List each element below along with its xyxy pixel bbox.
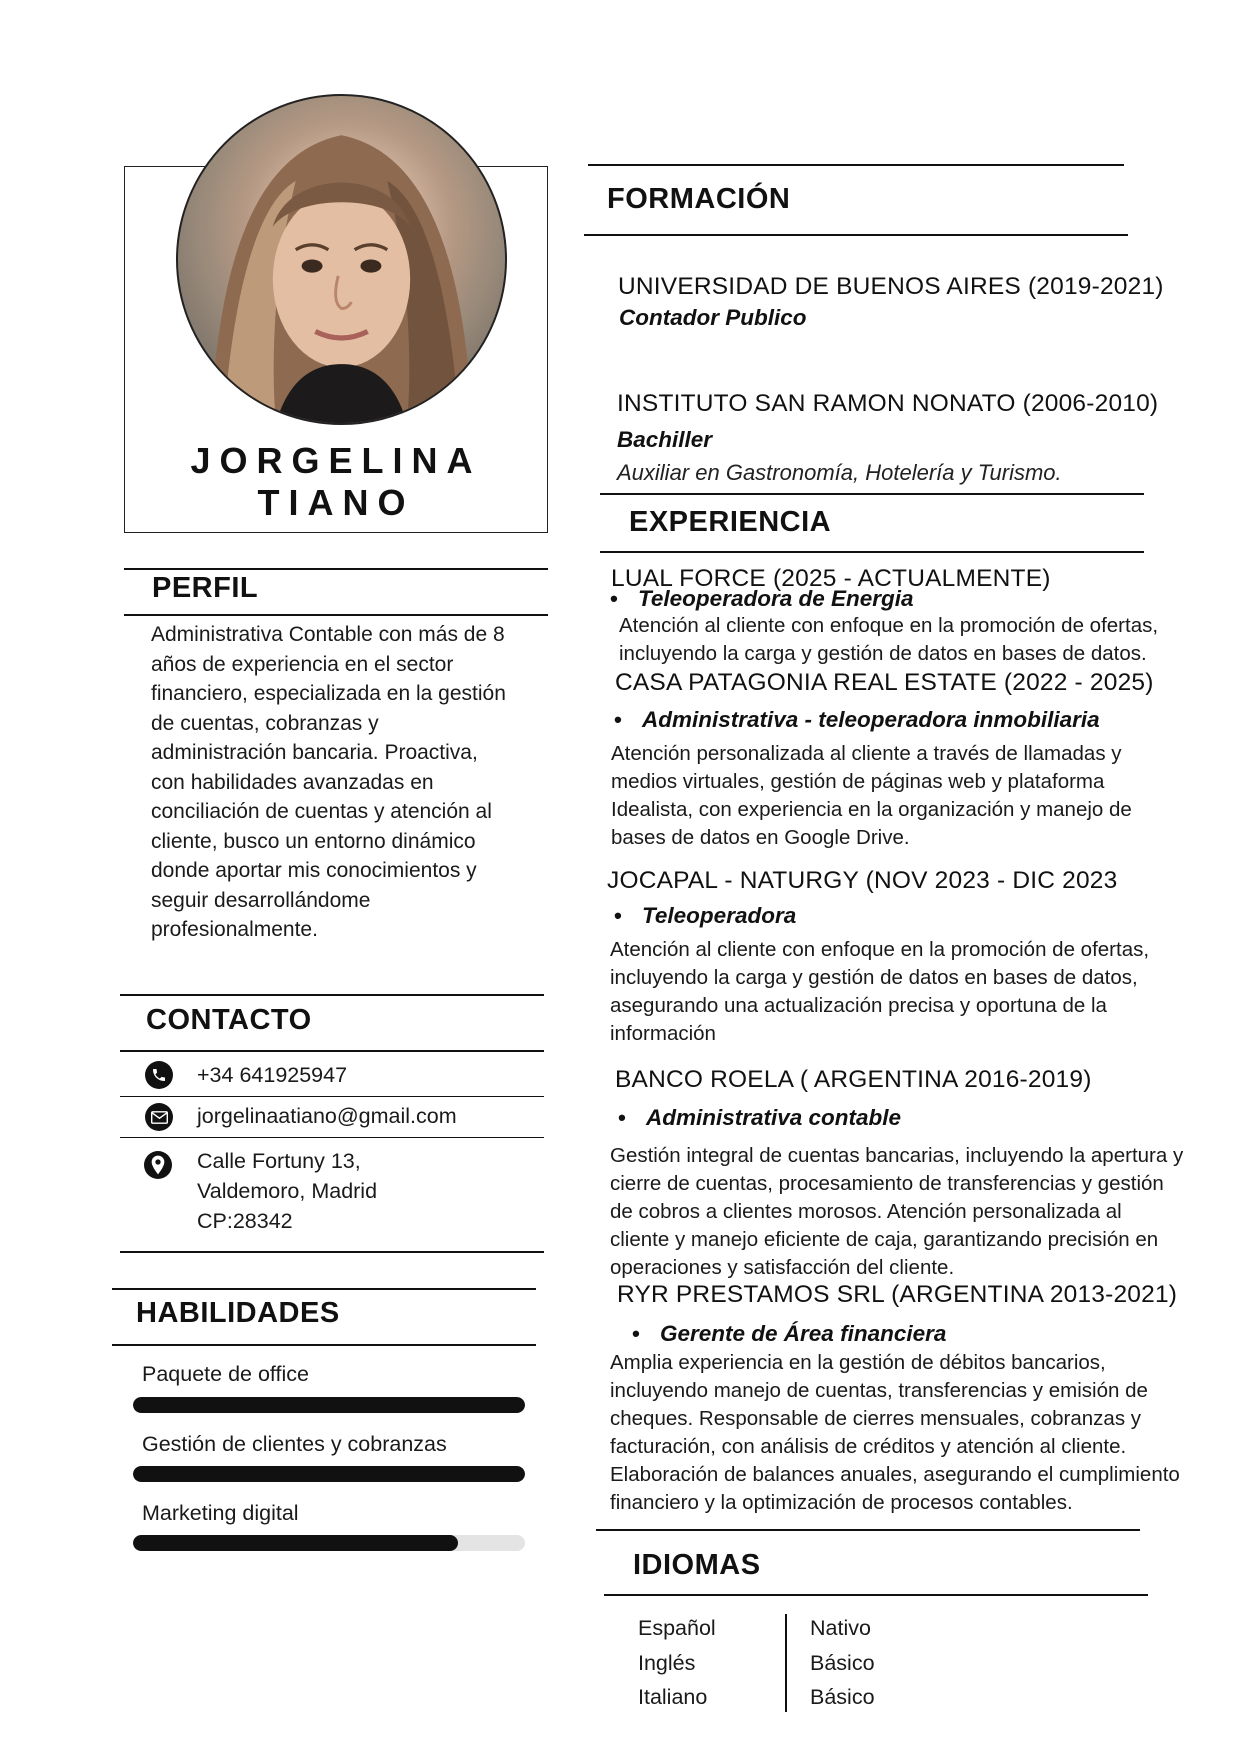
language-name: Italiano	[638, 1685, 708, 1709]
desc-line: financiero y la optimización de procesos contables.	[610, 1491, 1073, 1514]
desc-line: operaciones y satisfacción del cliente.	[610, 1256, 955, 1279]
education-note: Auxiliar en Gastronomía, Hotelería y Turismo.	[617, 460, 1062, 485]
address-line: Calle Fortuny 13,	[197, 1149, 361, 1173]
summary-line: conciliación de cuentas y atención al	[151, 800, 492, 823]
job-role-text: Teleoperadora	[642, 903, 797, 928]
desc-line: incluyendo la carga y gestión de datos en bases de datos,	[610, 966, 1138, 989]
desc-line: de cobros a clientes morosos. Atención personalizada al	[610, 1200, 1122, 1223]
desc-line: Amplia experiencia en la gestión de débitos bancarios,	[610, 1351, 1106, 1374]
desc-line: incluyendo la carga y gestión de datos en bases de datos.	[619, 642, 1147, 665]
phone-number[interactable]: +34 641925947	[197, 1063, 348, 1087]
education-title: INSTITUTO SAN RAMON NONATO (2006-2010)	[617, 390, 1159, 417]
section-title-perfil: PERFIL	[152, 572, 259, 604]
divider	[112, 1288, 536, 1290]
skill-bar-fill	[133, 1535, 458, 1551]
desc-line: cheques. Responsable de cierres mensuales, cobranzas y	[610, 1407, 1142, 1430]
divider	[600, 551, 1144, 553]
skill-label: Paquete de office	[142, 1362, 309, 1386]
education-degree: Bachiller	[617, 427, 713, 452]
divider	[604, 1594, 1148, 1596]
desc-line: cliente y manejo eficiente de caja, garantizando precisión en	[610, 1228, 1159, 1251]
desc-line: asegurando una actualización precisa y oportuna de la	[610, 994, 1107, 1017]
job-title: BANCO ROELA ( ARGENTINA 2016-2019)	[615, 1066, 1092, 1093]
divider	[120, 1096, 544, 1097]
desc-line: bases de datos en Google Drive.	[611, 826, 910, 849]
divider	[584, 234, 1128, 236]
summary-line: financiero, especializada en la gestión	[151, 682, 506, 705]
summary-line: cliente, busco un entorno dinámico	[151, 829, 476, 853]
section-title-idiomas: IDIOMAS	[633, 1549, 761, 1581]
desc-line: Atención al cliente con enfoque en la promoción de ofertas,	[619, 614, 1159, 637]
skill-bar-fill	[133, 1466, 525, 1482]
education-title: UNIVERSIDAD DE BUENOS AIRES (2019-2021)	[618, 273, 1164, 300]
job-role	[632, 1321, 946, 1347]
skill-bar-fill	[133, 1397, 525, 1413]
desc-line: facturación, con análisis de créditos y atención al cliente.	[610, 1435, 1127, 1458]
section-title-contacto: CONTACTO	[146, 1004, 312, 1036]
language-level: Básico	[810, 1685, 875, 1709]
full-name: JORGELINA TIANO	[190, 440, 482, 523]
job-role	[614, 707, 1100, 733]
section-title-habilidades: HABILIDADES	[136, 1297, 340, 1329]
job-title: LUAL FORCE (2025 - ACTUALMENTE)	[611, 565, 1051, 592]
summary-line: años de experiencia en el sector	[151, 652, 454, 676]
desc-line: incluyendo manejo de cuentas, transferencias y emisión de	[610, 1379, 1148, 1402]
skill-bar	[133, 1466, 525, 1482]
divider	[588, 164, 1124, 166]
divider	[120, 1050, 544, 1052]
skill-bar	[133, 1397, 525, 1413]
job-role-text: Gerente de Área financiera	[660, 1321, 947, 1346]
job-role	[610, 586, 914, 612]
job-description	[611, 740, 1132, 852]
job-description	[610, 1349, 1180, 1517]
address-line: CP:28342	[197, 1209, 293, 1233]
bullet-dot: •	[618, 1105, 626, 1130]
job-role-text: Teleoperadora de Energia	[638, 586, 914, 611]
divider	[120, 1137, 544, 1138]
desc-line: medios virtuales, gestión de páginas web y plataforma	[611, 770, 1105, 793]
desc-line: Elaboración de balances anuales, asegurando el cumplimiento	[610, 1463, 1180, 1486]
divider	[596, 1529, 1140, 1531]
section-title-experiencia: EXPERIENCIA	[629, 506, 832, 538]
section-title-formacion: FORMACIÓN	[607, 183, 791, 215]
location-pin-icon	[144, 1151, 172, 1179]
language-divider	[785, 1614, 787, 1712]
bullet-dot: •	[632, 1321, 640, 1346]
job-role	[618, 1105, 901, 1131]
job-title: RYR PRESTAMOS SRL (ARGENTINA 2013-2021)	[617, 1281, 1178, 1308]
divider	[124, 614, 548, 616]
bullet-dot: •	[610, 586, 618, 611]
job-role-text: Administrativa contable	[646, 1105, 902, 1130]
bullet-dot: •	[614, 707, 622, 732]
education-degree: Contador Publico	[619, 305, 807, 330]
job-description	[610, 936, 1149, 1048]
desc-line: información	[610, 1022, 716, 1045]
summary-line: donde aportar mis conocimientos y	[151, 859, 477, 882]
summary-line: de cuentas, cobranzas y	[151, 711, 379, 735]
desc-line: Gestión integral de cuentas bancarias, incluyendo la apertura y	[610, 1144, 1184, 1167]
language-names	[638, 1611, 716, 1715]
address	[197, 1146, 377, 1236]
language-levels	[810, 1611, 875, 1715]
phone-icon	[145, 1061, 173, 1089]
summary-line: seguir desarrollándome	[151, 888, 371, 912]
desc-line: Atención al cliente con enfoque en la promoción de ofertas,	[610, 938, 1150, 961]
summary-line: administración bancaria. Proactiva,	[151, 741, 478, 764]
desc-line: Idealista, con experiencia en la organización y manejo de	[611, 798, 1132, 821]
language-name: Español	[638, 1616, 716, 1640]
desc-line: cierre de cuentas, procesamiento de transferencias y gestión	[610, 1172, 1164, 1195]
skill-bar	[133, 1535, 525, 1551]
job-description	[619, 612, 1158, 668]
divider	[600, 493, 1144, 495]
skill-label: Marketing digital	[142, 1501, 299, 1525]
divider	[112, 1344, 536, 1346]
summary-line: profesionalmente.	[151, 918, 318, 941]
profile-photo	[176, 94, 507, 425]
profile-summary	[151, 620, 551, 945]
desc-line: Atención personalizada al cliente a través de llamadas y	[611, 742, 1122, 765]
address-line: Valdemoro, Madrid	[197, 1179, 378, 1203]
job-title: CASA PATAGONIA REAL ESTATE (2022 - 2025)	[615, 669, 1154, 696]
email-address[interactable]: jorgelinaatiano@gmail.com	[197, 1104, 457, 1128]
language-level: Nativo	[810, 1616, 871, 1640]
summary-line: Administrativa Contable con más de 8	[151, 623, 505, 646]
divider	[124, 568, 548, 570]
bullet-dot: •	[614, 903, 622, 928]
language-name: Inglés	[638, 1650, 696, 1675]
summary-line: con habilidades avanzadas en	[151, 770, 434, 794]
job-title: JOCAPAL - NATURGY (NOV 2023 - DIC 2023	[607, 867, 1118, 894]
skill-label: Gestión de clientes y cobranzas	[142, 1432, 447, 1456]
language-level: Básico	[810, 1650, 875, 1675]
job-role-text: Administrativa - teleoperadora inmobiliaria	[642, 707, 1100, 732]
job-description	[610, 1142, 1183, 1282]
divider	[120, 1251, 544, 1253]
email-icon	[145, 1103, 173, 1131]
divider	[120, 994, 544, 996]
job-role	[614, 903, 796, 929]
portrait-image	[178, 96, 505, 423]
